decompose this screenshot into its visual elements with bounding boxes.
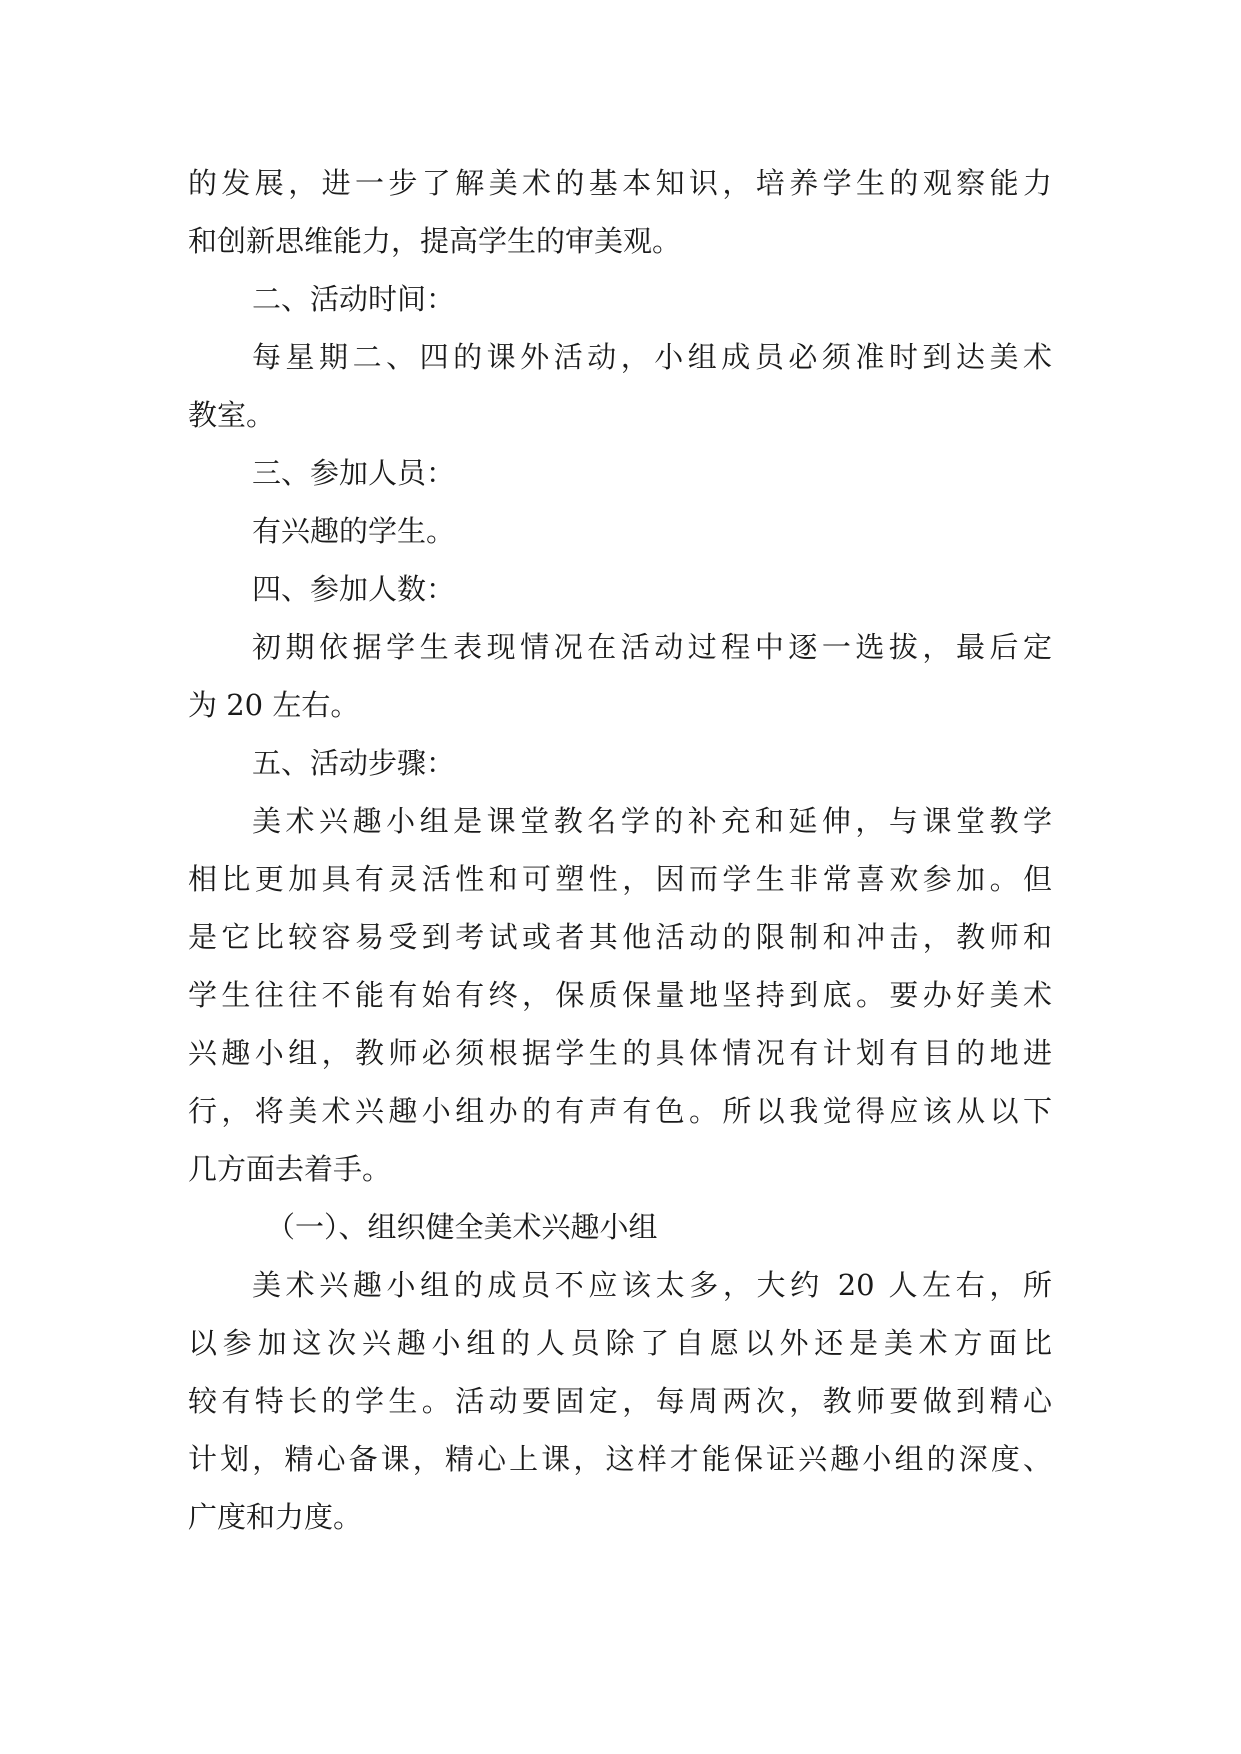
text-line: （一）、组织健全美术兴趣小组 [266,1210,658,1244]
text-line: 以参加这次兴趣小组的人员除了自愿以外还是美术方面比 [188,1326,1052,1360]
text-line: 和创新思维能力，提高学生的审美观。 [188,224,682,258]
text-line: 几方面去着手。 [188,1152,392,1186]
text-line: 有兴趣的学生。 [252,514,456,548]
text-line: 美术兴趣小组的成员不应该太多，大约 20 人左右，所 [252,1268,1052,1302]
text-line: 广度和力度。 [188,1500,363,1534]
text-line: 学生往往不能有始有终，保质保量地坚持到底。要办好美术 [188,978,1052,1012]
text-line: 是它比较容易受到考试或者其他活动的限制和冲击，教师和 [188,920,1052,954]
text-line: 四、参加人数： [252,572,456,606]
text-line: 较有特长的学生。活动要固定，每周两次，教师要做到精心 [188,1384,1052,1418]
text-line: 美术兴趣小组是课堂教名学的补充和延伸，与课堂教学 [252,804,1052,838]
text-line: 兴趣小组，教师必须根据学生的具体情况有计划有目的地进 [188,1036,1052,1070]
text-line: 的发展，进一步了解美术的基本知识，培养学生的观察能力 [188,166,1052,200]
text-line: 初期依据学生表现情况在活动过程中逐一选拔，最后定 [252,630,1052,664]
text-line: 相比更加具有灵活性和可塑性，因而学生非常喜欢参加。但 [188,862,1052,896]
text-line: 行，将美术兴趣小组办的有声有色。所以我觉得应该从以下 [188,1094,1052,1128]
text-line: 三、参加人员： [252,456,456,490]
document-body [188,154,1052,1546]
text-line: 教室。 [188,398,276,432]
text-line: 五、活动步骤： [252,746,456,780]
text-line: 为 20 左右。 [188,688,360,722]
text-line: 每星期二、四的课外活动，小组成员必须准时到达美术 [252,340,1052,374]
text-line: 计划，精心备课，精心上课，这样才能保证兴趣小组的深度、 [188,1442,1052,1476]
text-line: 二、活动时间： [252,282,456,316]
